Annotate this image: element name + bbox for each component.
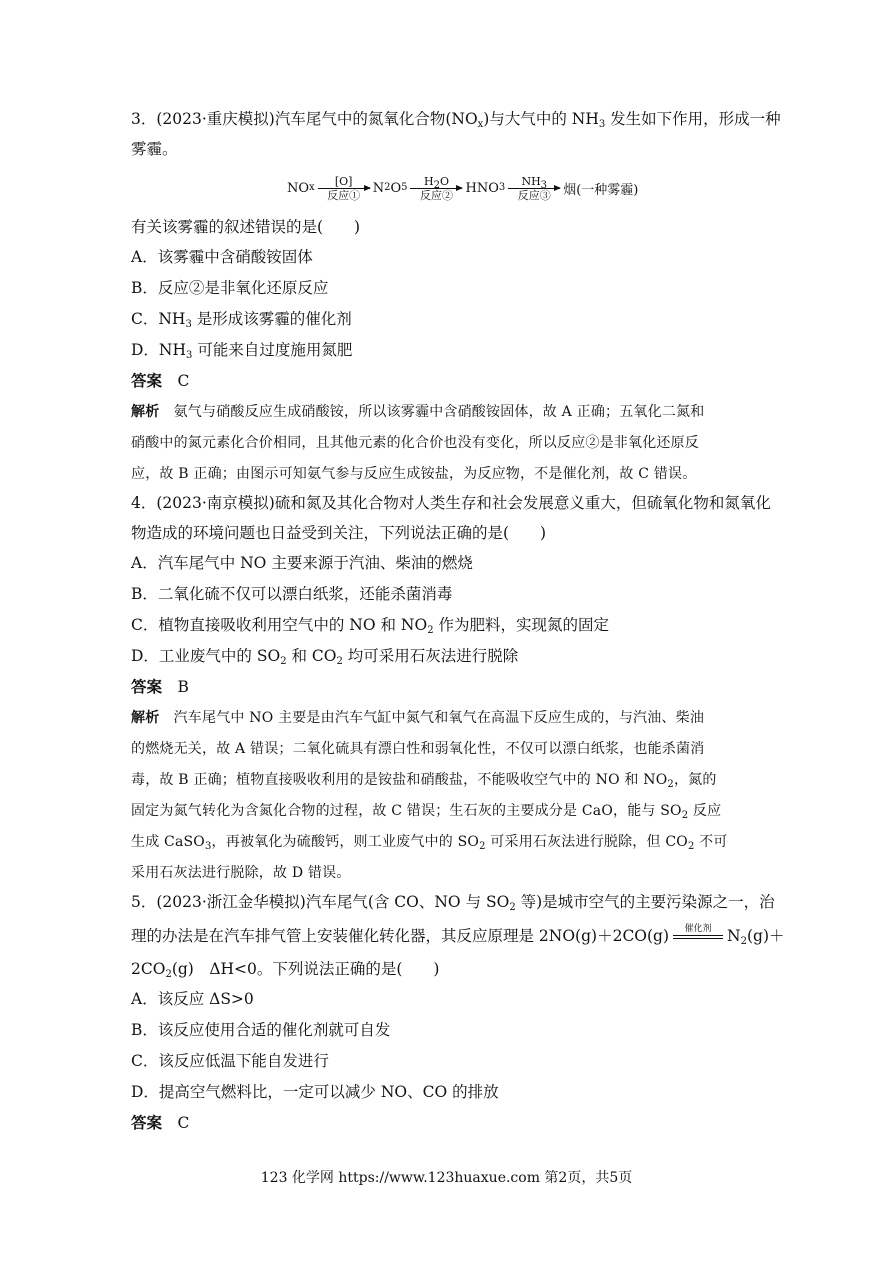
q4-explanation-4: 固定为氮气转化为含氮化合物的过程，故 C 错误；生石灰的主要成分是 CaO，能与 $SO_2$ 反应 [131, 803, 722, 821]
option-text: C．植物直接吸收利用空气中的 NO 和 NO [131, 616, 428, 634]
explanation-label: 解析 [131, 404, 160, 420]
q5-stem-line-2: 理的办法是在汽车排气管上安装催化转化器，其反应原理是 2NO(g)＋2CO(g) 催化剂 $N_2(g)+$ [131, 923, 785, 947]
option-text: C．NH [131, 310, 186, 328]
option-text: D．NH [131, 341, 187, 359]
q3-stem-line-1: 3．(2023·重庆模拟)汽车尾气中的氮氧化合物$(NO_x)$与大气中的 $NH_3$ 发生如下作用，形成一种 [131, 110, 781, 130]
catalyst-label: 催化剂 [684, 923, 712, 934]
stem-text: 等)是城市空气的主要污染源之一，治 [515, 893, 775, 911]
stem-text: (g)＋ [746, 927, 785, 945]
answer-value: B [177, 678, 189, 696]
q5-stem-line-1: 5．(2023·浙江金华模拟)汽车尾气(含 CO、NO 与 $SO_2$ 等)是城市空气的主要污染源之一，治 [131, 893, 775, 913]
q4-explanation-5: 生成 CaSO$_3$，再被氧化为硫酸钙，则工业废气中的 $SO_2$ 可采用石灰法进行脱除，但 $CO_2$ 不可 [131, 834, 728, 852]
q4-explanation-6: 采用石灰法进行脱除，故 D 错误。 [131, 865, 351, 881]
explanation-text: 生成 CaSO [131, 834, 205, 850]
q3-option-c: C．$NH_3$ 是形成该雾霾的催化剂 [131, 310, 352, 330]
stem-text: 5．(2023·浙江金华模拟)汽车尾气(含 CO、NO 与 SO [131, 893, 510, 911]
q4-explanation-3: 毒，故 B 正确；植物直接吸收利用的是铵盐和硝酸盐，不能吸收空气中的 NO 和 $NO_2$，氮的 [131, 772, 717, 790]
option-text: 作为肥料，实现氮的固定 [433, 616, 609, 634]
q3-stem-text: 3．(2023·重庆模拟)汽车尾气中的氮氧化合物(NO [131, 110, 478, 128]
answer-value: C [177, 372, 190, 390]
explanation-text: 不可 [694, 834, 728, 850]
explanation-text: 汽车尾气中 NO 主要是由汽车气缸中氮气和氧气在高温下反应生成的，与汽油、柴油 [173, 710, 705, 726]
q4-stem-line-1: 4．(2023·南京模拟)硫和氮及其化合物对人类生存和社会发展意义重大，但硫氧化物和氮氧化 [131, 494, 771, 512]
q4-explanation-1 [131, 707, 704, 729]
arrow-reagent: [O] [334, 174, 353, 188]
scheme-species: N [372, 180, 385, 196]
q4-option-a: A．汽车尾气中 NO 主要来源于汽油、柴油的燃烧 [131, 554, 473, 572]
explanation-text: ，再被氧化为硫酸钙，则工业废气中的 SO [211, 834, 480, 850]
reaction-arrow-2 [410, 175, 462, 202]
stem-text: 2CO [131, 960, 166, 978]
q4-option-d: D．工业废气中的 $SO_2$ 和 $CO_2$ 均可采用石灰法进行脱除 [131, 647, 519, 667]
q3-answer [131, 370, 189, 392]
explanation-label: 解析 [131, 710, 160, 726]
q5-stem-line-3: $2CO_2(g)$ ΔH<0。下列说法正确的是( ) [131, 960, 440, 980]
q3-stem-line-2: 雾霾。 [131, 140, 178, 158]
explanation-text: 氨气与硝酸反应生成硝酸铵，所以该雾霾中含硝酸铵固体，故 A 正确；五氧化二氮和 [173, 404, 705, 420]
answer-label: 答案 [131, 371, 163, 390]
reaction-arrow-3 [508, 175, 560, 202]
answer-label: 答案 [131, 1113, 163, 1132]
q3-option-d: D．$NH_3$ 可能来自过度施用氮肥 [131, 341, 353, 361]
option-text: 和 CO [286, 647, 337, 665]
stem-text: 理的办法是在汽车排气管上安装催化转化器，其反应原理是 2NO(g)＋2CO(g) [131, 927, 670, 945]
q3-option-a: A．该雾霾中含硝酸铵固体 [131, 248, 313, 266]
option-text: 可能来自过度施用氮肥 [192, 341, 353, 359]
explanation-text: 可采用石灰法进行脱除，但 CO [485, 834, 688, 850]
q3-option-b: B．反应②是非氧化还原反应 [131, 279, 329, 297]
answer-label: 答案 [131, 677, 163, 696]
explanation-text: 毒，故 B 正确；植物直接吸收利用的是铵盐和硝酸盐，不能吸收空气中的 NO 和 NO [131, 772, 668, 788]
q4-answer [131, 676, 189, 698]
q4-option-b: B．二氧化硫不仅可以漂白纸浆，还能杀菌消毒 [131, 585, 453, 603]
q3-stem-text: 发生如下作用，形成一种 [605, 110, 781, 128]
q3-reaction-scheme: NO x [O] 反应① N 2 O 5 $H_2O$ 反应② HNO 3 $NH_3$ 反应③ 烟(一种雾霾) [287, 174, 639, 202]
explanation-text: 固定为氮气转化为含氮化合物的过程，故 C 错误；生石灰的主要成分是 CaO，能与 SO [131, 803, 682, 819]
answer-value: C [177, 1114, 190, 1132]
q3-explanation-1 [131, 401, 704, 423]
option-text: D．工业废气中的 SO [131, 647, 281, 665]
scheme-species: O [390, 180, 402, 196]
scheme-species: HNO [465, 180, 499, 196]
option-text: 是形成该雾霾的催化剂 [191, 310, 352, 328]
stem-text: N [727, 927, 741, 945]
q5-answer [131, 1112, 189, 1134]
stem-text: (g) ΔH<0。下列说法正确的是( ) [171, 960, 440, 978]
reaction-arrow-1 [318, 175, 370, 202]
q4-explanation-2: 的燃烧无关，故 A 错误；二氧化硫具有漂白性和弱氧化性，不仅可以漂白纸浆，也能杀菌消 [131, 741, 705, 757]
q5-option-a: A．该反应 ΔS>0 [131, 990, 254, 1008]
q5-option-d: D．提高空气燃料比，一定可以减少 NO、CO 的排放 [131, 1083, 499, 1101]
arrow-label: 反应② [419, 188, 453, 202]
page-footer: 123 化学网 https://www.123huaxue.com 第2页，共5页 [260, 1170, 633, 1186]
option-text: 均可采用石灰法进行脱除 [342, 647, 519, 665]
q3-question: 有关该雾霾的叙述错误的是( ) [131, 218, 361, 236]
catalyst-equilibrium-arrow [673, 924, 723, 939]
q3-explanation-3: 应，故 B 正确；由图示可知氨气参与反应生成铵盐，为反应物，不是催化剂，故 C 错误。 [131, 466, 697, 482]
scheme-species: NO [287, 180, 310, 196]
arrow-reagent: $NH_3$ [521, 174, 548, 191]
arrow-label: 反应① [327, 188, 361, 202]
explanation-text: ，氮的 [673, 772, 717, 788]
q3-explanation-2: 硝酸中的氮元素化合价相同，且其他元素的化合价也没有变化，所以反应②是非氧化还原反 [131, 435, 699, 451]
scheme-product: 烟(一种雾霾) [563, 182, 639, 198]
q4-option-c: C．植物直接吸收利用空气中的 NO 和 $NO_2$ 作为肥料，实现氮的固定 [131, 616, 609, 636]
q5-option-c: C．该反应低温下能自发进行 [131, 1052, 329, 1070]
arrow-reagent: $H_2O$ [423, 174, 449, 191]
explanation-text: 反应 [688, 803, 722, 819]
q4-stem-line-2: 物造成的环境问题也日益受到关注，下列说法正确的是( ) [131, 524, 547, 542]
arrow-label: 反应③ [517, 188, 551, 202]
q3-stem-text: )与大气中的 NH [483, 110, 599, 128]
q5-option-b: B．该反应使用合适的催化剂就可自发 [131, 1021, 391, 1039]
